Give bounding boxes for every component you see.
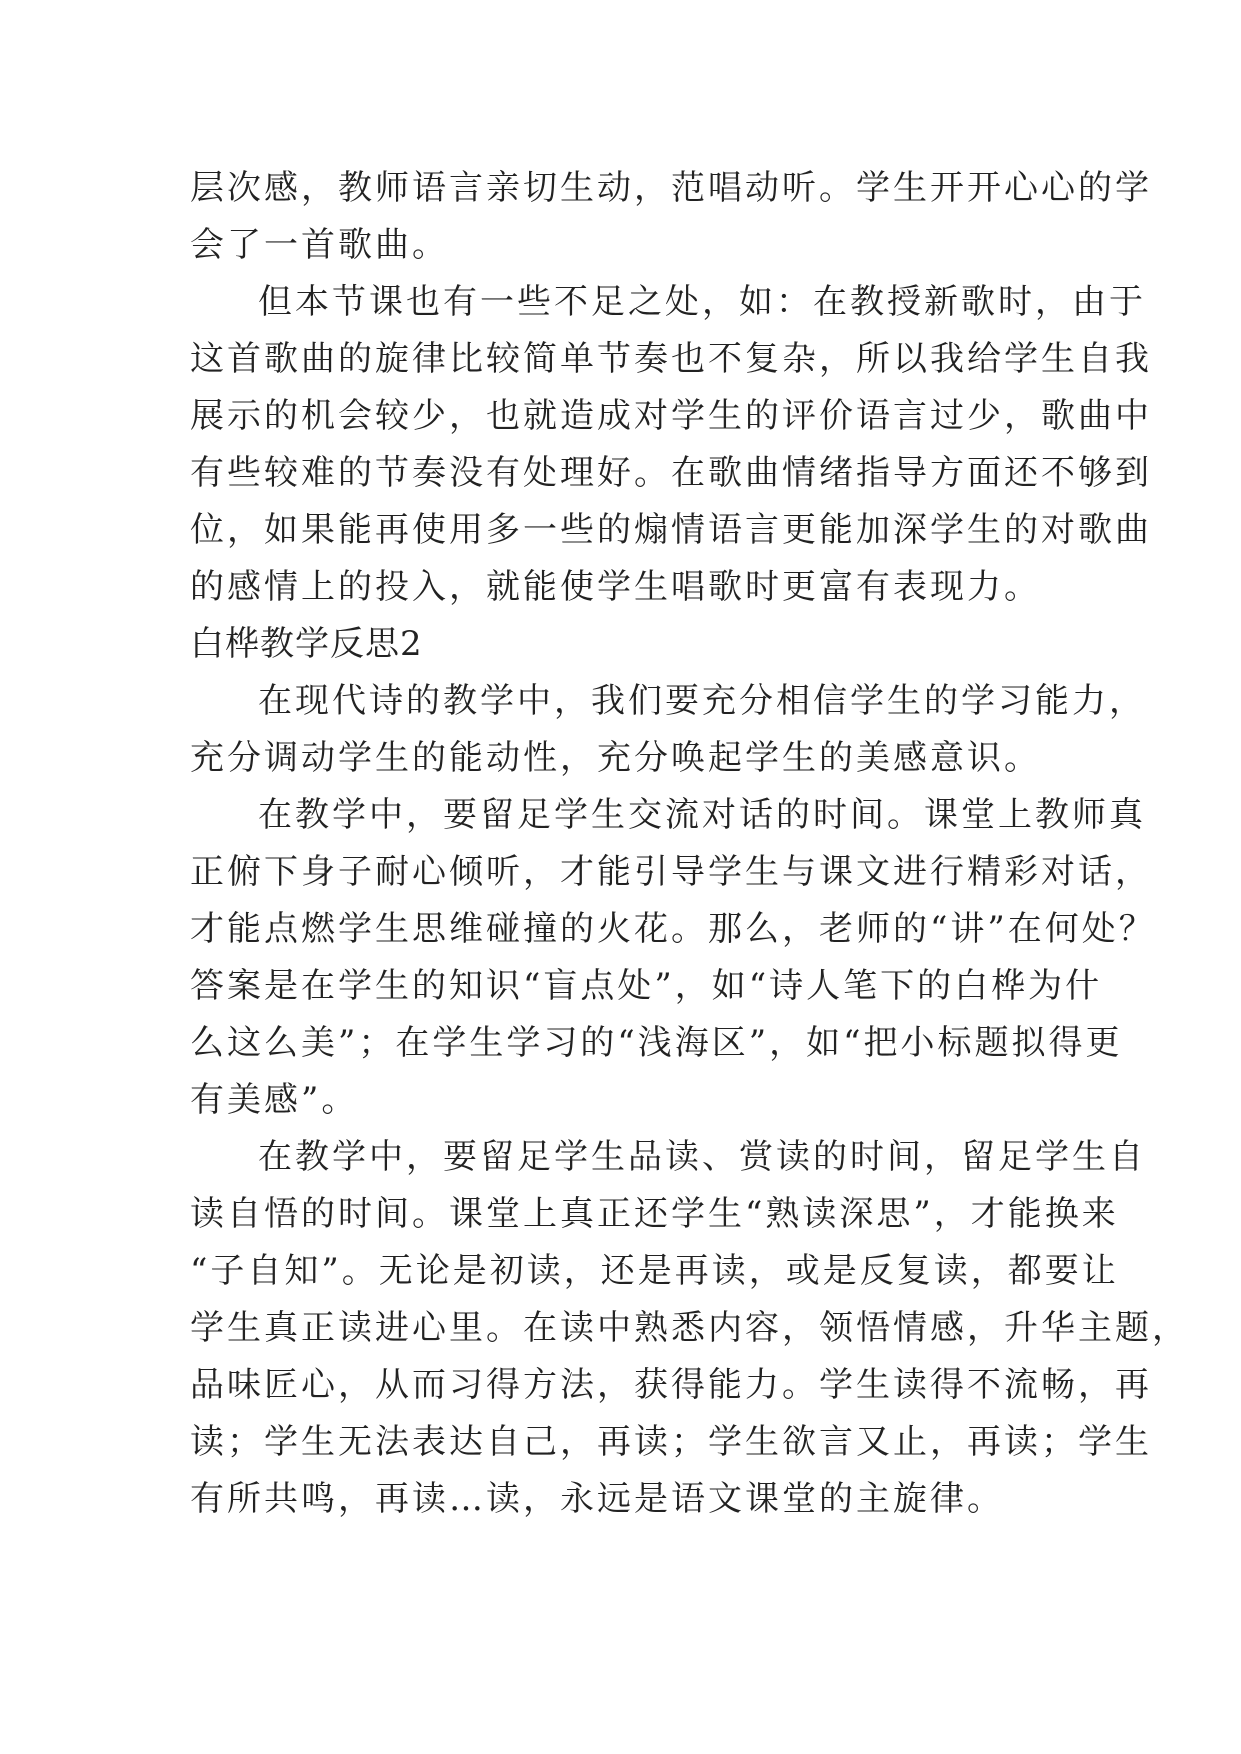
text-line: 有美感”。: [190, 1080, 359, 1120]
text-line: 充分调动学生的能动性，充分唤起学生的美感意识。: [190, 738, 1041, 778]
text-line: 在现代诗的教学中，我们要充分相信学生的学习能力，: [258, 681, 1146, 721]
text-line: 在教学中，要留足学生交流对话的时间。课堂上教师真: [258, 795, 1146, 835]
text-line: “子自知”。无论是初读，还是再读，或是反复读，都要让: [190, 1251, 1119, 1291]
text-line: 位，如果能再使用多一些的煽情语言更能加深学生的对歌曲: [190, 510, 1152, 550]
text-line: 有些较难的节奏没有处理好。在歌曲情绪指导方面还不够到: [190, 453, 1152, 493]
paragraph: [190, 160, 1152, 274]
text-line: 有所共鸣，再读…读，永远是语文课堂的主旋律。: [190, 1479, 1004, 1519]
paragraph: [190, 673, 1146, 787]
text-line: 正俯下身子耐心倾听，才能引导学生与课文进行精彩对话，: [190, 852, 1152, 892]
text-line: 读自悟的时间。课堂上真正还学生“熟读深思”，才能换来: [190, 1194, 1119, 1234]
text-line: 么这么美”；在学生学习的“浅海区”，如“把小标题拟得更: [190, 1023, 1123, 1063]
text-line: 学生真正读进心里。在读中熟悉内容，领悟情感，升华主题，: [190, 1308, 1189, 1348]
text-line: 会了一首歌曲。: [190, 225, 449, 265]
text-line: 的感情上的投入，就能使学生唱歌时更富有表现力。: [190, 567, 1041, 607]
text-line: 在教学中，要留足学生品读、赏读的时间，留足学生自: [258, 1137, 1146, 1177]
paragraph: [190, 787, 1156, 1129]
paragraph: [190, 1129, 1189, 1528]
text-line: 展示的机会较少，也就造成对学生的评价语言过少，歌曲中: [190, 396, 1152, 436]
text-line: 答案是在学生的知识“盲点处”，如“诗人笔下的白桦为什: [190, 966, 1103, 1006]
paragraph: [190, 274, 1152, 616]
text-line: 但本节课也有一些不足之处，如：在教授新歌时，由于: [258, 282, 1146, 322]
text-line: 品味匠心，从而习得方法，获得能力。学生读得不流畅，再: [190, 1365, 1152, 1405]
document-body: [190, 160, 1189, 1528]
text-line: 层次感，教师语言亲切生动，范唱动听。学生开开心心的学: [190, 168, 1152, 208]
section-heading: 白桦教学反思2: [190, 624, 423, 664]
text-line: 才能点燃学生思维碰撞的火花。那么，老师的“讲”在何处？: [190, 909, 1156, 949]
text-line: 这首歌曲的旋律比较简单节奏也不复杂，所以我给学生自我: [190, 339, 1152, 379]
text-line: 读；学生无法表达自己，再读；学生欲言又止，再读；学生: [190, 1422, 1152, 1462]
